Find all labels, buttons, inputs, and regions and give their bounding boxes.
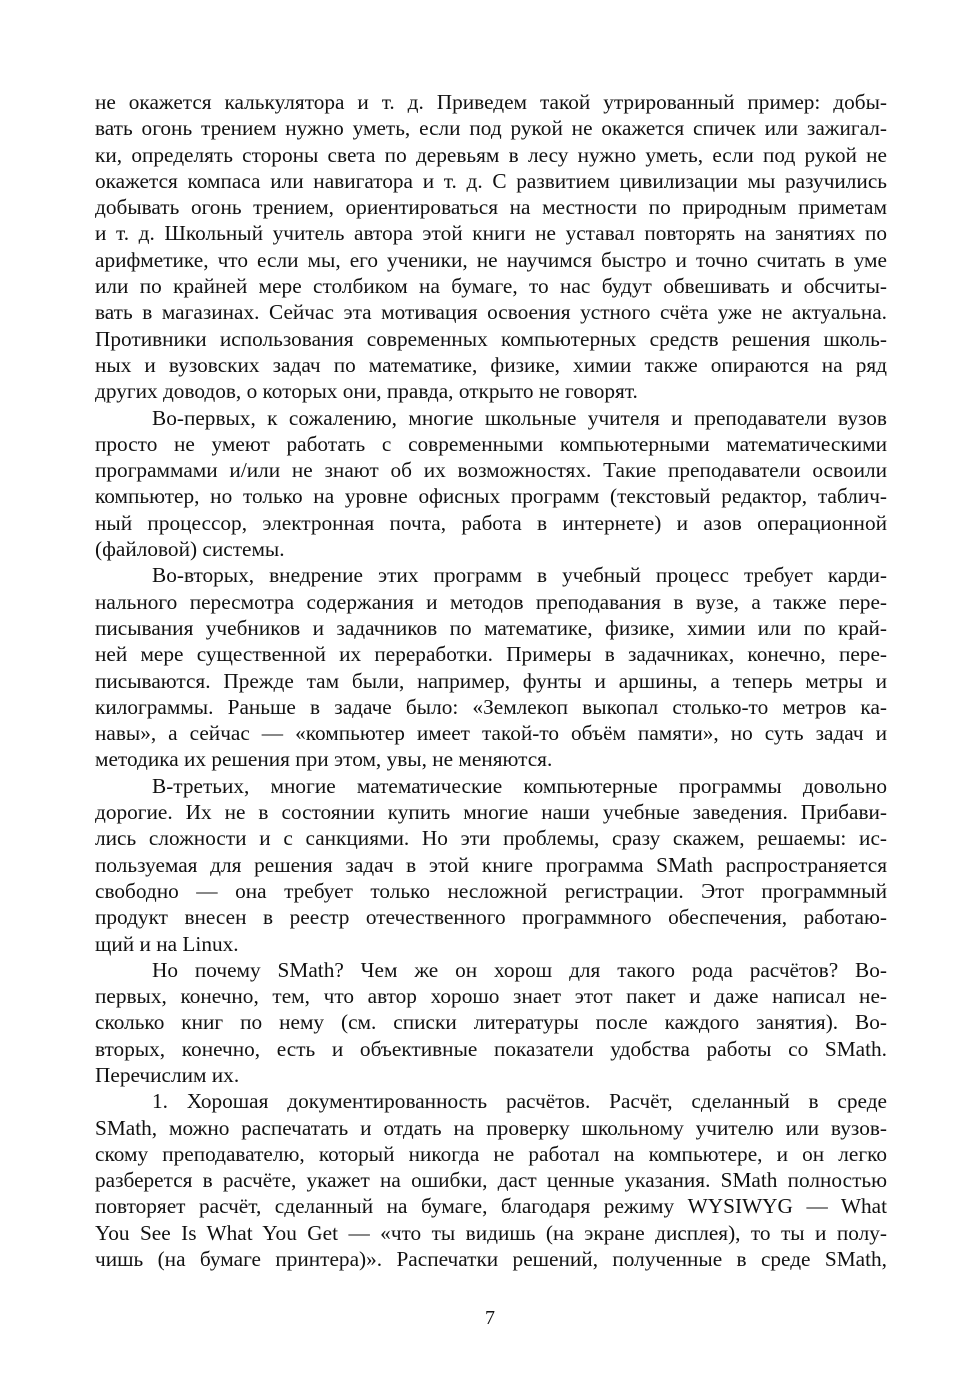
page-body (95, 89, 887, 1272)
text-line: ный процессор, электронная почта, работа в интернете) и азов операционной (95, 510, 887, 535)
text-line: повторяет расчёт, сделанный на бумаге, благодаря режиму WYSIWYG — What (95, 1194, 887, 1219)
text-line: Но почему SMath? Чем же он хорош для такого рода расчётов? Во- (152, 957, 887, 982)
text-line: чишь (на бумаге принтера)». Распечатки решений, полученные в среде SMath, (95, 1247, 887, 1272)
text-line: не окажется калькулятора и т. д. Приведем такой утрированный пример: добы- (95, 90, 887, 114)
text-line: и т. д. Школьный учитель автора этой книги не уставал повторять на занятиях по (95, 221, 887, 246)
text-line: просто не умеют работать с современными компьютерными математическими (95, 431, 887, 456)
text-line: скому преподавателю, который никогда не работал на компьютере, и он легко (95, 1141, 887, 1166)
text-line: Во-первых, к сожалению, многие школьные учителя и преподаватели вузов (152, 405, 887, 430)
paragraph (95, 773, 887, 957)
text-line: SMath, можно распечатать и отдать на проверку школьному учителю или вузов- (95, 1115, 887, 1140)
text-line: щий и на Linux. (95, 931, 239, 956)
text-line: методика их решения при этом, увы, не меняются. (95, 747, 553, 772)
text-line: вторых, конечно, есть и объективные показатели удобства работы со SMath. (95, 1036, 887, 1061)
text-line: You See Is What You Get — «что ты видишь (на экране дисплея), то ты и полу- (95, 1220, 887, 1245)
text-line: разберется в расчёте, укажет на ошибки, даст ценные указания. SMath полностью (95, 1168, 887, 1193)
text-line: вать в магазинах. Сейчас эта мотивация освоения устного счёта уже не актуальна. (95, 300, 887, 325)
text-line: писываются. Прежде там были, например, фунты и аршины, а теперь метры и (95, 668, 887, 693)
text-line: лись сложности и с санкциями. Но эти проблемы, сразу скажем, решаемы: ис- (95, 826, 887, 851)
text-line: компьютер, но только на уровне офисных программ (текстовый редактор, таблич- (95, 484, 887, 509)
text-line: Перечислим их. (95, 1062, 240, 1087)
text-line: ных и вузовских задач по математике, физике, химии также опираются на ряд (95, 352, 887, 377)
text-line: первых, конечно, тем, что автор хорошо знает этот пакет и даже написал не- (95, 984, 887, 1009)
text-line: В-третьих, многие математические компьютерные программы довольно (152, 773, 887, 798)
text-line: других доводов, о которых они, правда, открыто не говорят. (95, 379, 638, 404)
text-line: навы», а сейчас — «компьютер имеет такой-то объём памяти», но суть задач и (95, 721, 887, 746)
page-number: 7 (485, 1307, 495, 1329)
text-line: ки, определять стороны света по деревьям в лесу нужно уметь, если под рукой не (95, 142, 887, 167)
paragraph (95, 562, 887, 772)
text-line: пользуемая для решения задач в этой книге программа SMath распространяется (95, 852, 887, 877)
text-line: арифметике, что если мы, его ученики, не научимся быстро и точно считать в уме (95, 247, 887, 272)
paragraph (95, 957, 887, 1088)
text-line: свободно — она требует только несложной регистрации. Этот программный (95, 878, 887, 903)
text-line: Противники использования современных компьютерных средств решения школь- (95, 326, 887, 351)
text-line: килограммы. Раньше в задаче было: «Землекоп выкопал столько-то метров ка- (95, 694, 887, 719)
text-line: или по крайней мере столбиком на бумаге, то нас будут обвешивать и обсчиты- (95, 274, 887, 299)
text-line: программами и/или не знают об их возможностях. Такие преподаватели освоили (95, 458, 887, 483)
text-line: Во-вторых, внедрение этих программ в учебный процесс требует карди- (152, 563, 887, 588)
text-line: вать огонь трением нужно уметь, если под рукой не окажется спичек или зажигал- (95, 116, 887, 141)
text-line: нального пересмотра содержания и методов преподавания в вузе, а также пере- (95, 589, 887, 614)
text-line: продукт внесен в реестр отечественного программного обеспечения, работаю- (95, 905, 887, 930)
text-line: (файловой) системы. (95, 537, 285, 562)
text-line: 1. Хорошая документированность расчётов. Расчёт, сделанный в среде (152, 1089, 887, 1114)
text-line: ней мере существенной их переработки. Примеры в задачниках, конечно, пере- (95, 642, 887, 667)
text-line: дорогие. Их не в состоянии купить многие наши учебные заведения. Прибави- (95, 800, 887, 825)
text-line: окажется компаса или навигатора и т. д. С развитием цивилизации мы разучились (95, 168, 887, 193)
paragraph (95, 89, 887, 405)
text-line: добывать огонь трением, ориентироваться на местности по природным приметам (95, 195, 887, 220)
paragraph (95, 1088, 887, 1272)
text-line: писывания учебников и задачников по математике, физике, химии или по край- (95, 615, 887, 640)
paragraph (95, 405, 887, 563)
text-line: сколько книг по нему (см. списки литературы после каждого занятия). Во- (95, 1010, 887, 1035)
